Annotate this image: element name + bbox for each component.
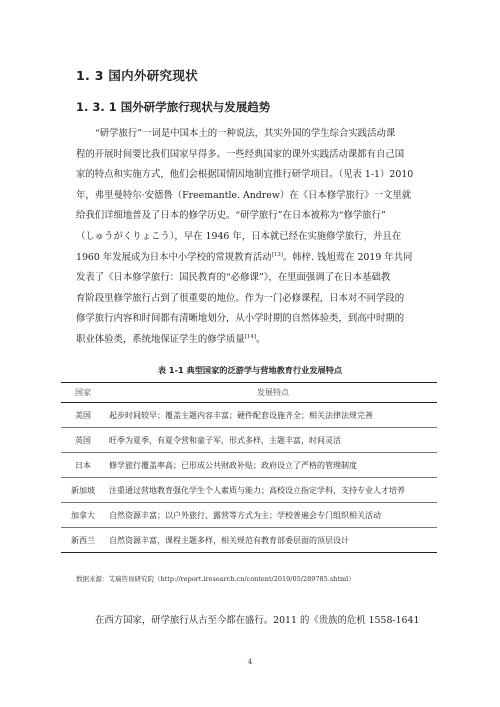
cell-country: 新加坡 (71, 485, 95, 495)
paragraph-line: “研学旅行”一词是中国本土的一种说法，其实外国的学生综合实践活动课 (95, 128, 396, 139)
table-row (61, 428, 437, 453)
cell-country: 新西兰 (71, 535, 95, 545)
citation-ref: [14] (244, 333, 257, 340)
table-row (61, 503, 437, 528)
paragraph-line: 年，弗里曼特尔·安德鲁（Freemantle. Andrew）在《日本修学旅行》一文里就 (76, 189, 412, 201)
header-country: 国家 (75, 388, 91, 397)
paragraph-line: 程的开展时间要比我们国家早得多。一些经典国家的课外实践活动课都有自己国 (76, 148, 405, 160)
header-features: 发展特点 (257, 388, 289, 397)
paragraph-line: 给我们详细地普及了日本的修学历史。“研学旅行”在日本被称为“修学旅行” (76, 210, 386, 222)
table-row (61, 528, 437, 553)
country-features-table (61, 382, 437, 553)
table-row (61, 453, 437, 478)
paragraph-line-text: 1960 年发展成为日本中小学校的常规教育活动 (76, 251, 272, 263)
page-number: 4 (247, 657, 253, 666)
paragraph-line-text: 。韩梓. 钱旭莺在 2019 年共同 (282, 251, 413, 263)
cell-features: 注重通过营地教育强化学生个人素质与能力；高校设立指定学科，支持专业人才培养 (109, 485, 405, 495)
cell-country: 日本 (75, 460, 91, 470)
citation-ref: [13] (271, 251, 283, 258)
cell-country: 英国 (75, 435, 91, 445)
cell-country: 加拿大 (71, 510, 95, 520)
paragraph-line (76, 330, 422, 351)
section-heading: 1. 3 国内外研究现状 (76, 68, 198, 83)
body-paragraph (76, 124, 422, 351)
next-paragraph: 在西方国家，研学旅行从古至今都在盛行。2011 的《贵族的危机 1558-1641 (95, 615, 420, 626)
paragraph-line: 育阶段里修学旅行占到了很重要的地位。作为一门必修课程，日本对不同学段的 (76, 292, 405, 304)
paragraph-line-text: 职业体验类，系统地保证学生的修学质量 (76, 333, 245, 345)
paragraph-line: 发表了《日本修学旅行：国民教育的“必修课”》，在里面强调了在日本基础教 (76, 272, 391, 284)
paragraph-line (76, 248, 422, 269)
table-header-row (61, 383, 437, 403)
table-caption: 表 1-1 典型国家的泛游学与营地教育行业发展特点 (157, 365, 343, 375)
paragraph-line: 家的特点和实施方式，他们会根据国情因地制宜推行研学项目。（见表 1-1）2010 (76, 169, 414, 181)
paragraph-line: 修学旅行内容和时间都有清晰地划分，从小学时期的自然体验类，到高中时期的 (76, 313, 405, 325)
paragraph-line-text: 。 (256, 333, 266, 345)
table-source-note: 数据来源：艾瑞咨询研究院（http://report.iresearch.cn/content/2019/05/289785.shtml） (76, 575, 355, 583)
cell-features: 修学旅行覆盖率高；已形成公共财政补贴；政府设立了严格的管理制度 (109, 460, 357, 470)
cell-features: 自然资源丰富；以户外旅行、露营等方式为主；学校普遍会专门组织相关活动 (109, 510, 381, 520)
cell-features: 旺季为夏季，有夏令营和童子军，形式多样，主题丰富，时间灵活 (109, 435, 341, 445)
subsection-heading: 1. 3. 1 国外研学旅行现状与发展趋势 (76, 100, 271, 114)
cell-country: 美国 (75, 410, 91, 420)
table-row (61, 478, 437, 503)
table-row (61, 403, 437, 428)
paragraph-line: （しゅうがくりょこう），早在 1946 年，日本就已经在实施修学旅行，并且在 (76, 230, 402, 242)
cell-features: 自然资源丰富，课程主题多样，相关规范有教育部委层面的顶层设计 (109, 535, 349, 545)
cell-features: 起步时间较早；覆盖主题内容丰富；硬件配套设施齐全；相关法律法规完善 (109, 410, 373, 420)
